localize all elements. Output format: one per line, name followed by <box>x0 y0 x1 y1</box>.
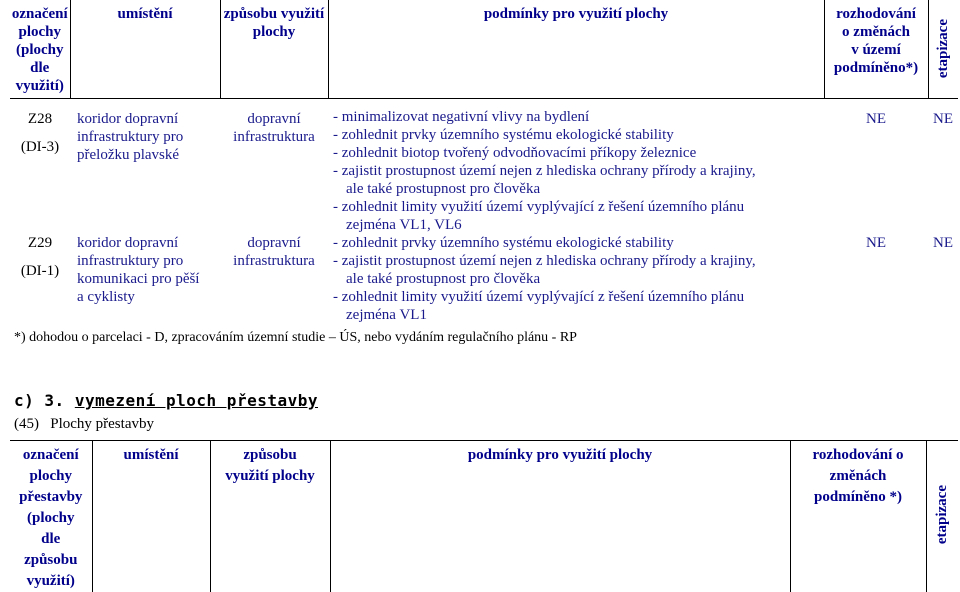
row-usage: dopravní infrastruktura <box>220 98 328 234</box>
row-phasing: NE <box>928 234 958 324</box>
table-development-areas <box>10 0 958 324</box>
header-conditions: podmínky pro využití plochy <box>330 441 790 592</box>
header-id: označení plochy (plochy dle využití) <box>10 0 70 98</box>
header-decision: rozhodování o změnách podmíněno *) <box>790 441 926 592</box>
row-decision: NE <box>824 234 928 324</box>
header-location: umístění <box>92 441 210 592</box>
header-usage: způsobu využití plochy <box>220 0 328 98</box>
row-id: Z29 (DI-1) <box>10 234 70 324</box>
header-phasing: etapizace <box>926 441 958 592</box>
section-heading: c) 3. vymezení ploch přestavby <box>14 391 318 410</box>
table-redevelopment-areas <box>10 440 958 592</box>
header-conditions: podmínky pro využití plochy <box>328 0 824 98</box>
row-id: Z28 (DI-3) <box>10 98 70 234</box>
header-decision: rozhodování o změnách v území podmíněno*) <box>824 0 928 98</box>
row-conditions: - minimalizovat negativní vlivy na bydlení - zohlednit prvky územního systému ekologické stability - zohlednit biotop tvořený odvodňovacími příkopy železnice - zajistit prostupnost území nejen z hlediska ochrany přírody a krajiny, ale také prostupnost pro člověka - zohlednit limity využití území vyplývající z řešení územního plánu zejména VL1, VL6 <box>328 98 824 234</box>
row-phasing: NE <box>928 98 958 234</box>
row-decision: NE <box>824 98 928 234</box>
footnote: *) dohodou o parcelaci - D, zpracováním územní studie – ÚS, nebo vydáním regulačního plánu - RP <box>14 330 577 346</box>
table2-header-row <box>10 441 958 592</box>
header-location: umístění <box>70 0 220 98</box>
header-id: označení plochy přestavby (plochy dle způsobu využití) <box>10 441 92 592</box>
table1-header-row <box>10 0 958 98</box>
row-usage: dopravní infrastruktura <box>220 234 328 324</box>
header-phasing: etapizace <box>928 0 958 98</box>
section-subtitle: (45) Plochy přestavby <box>14 416 154 433</box>
table-row <box>10 234 958 324</box>
row-location: koridor dopravní infrastruktury pro přeložku plavské <box>70 98 220 234</box>
table-row <box>10 98 958 234</box>
row-conditions: - zohlednit prvky územního systému ekologické stability - zajistit prostupnost území nejen z hlediska ochrany přírody a krajiny, ale také prostupnost pro člověka - zohlednit limity využití území vyplývající z řešení územního plánu zejména VL1 <box>328 234 824 324</box>
header-usage: způsobu využití plochy <box>210 441 330 592</box>
row-location: koridor dopravní infrastruktury pro komunikaci pro pěší a cyklisty <box>70 234 220 324</box>
